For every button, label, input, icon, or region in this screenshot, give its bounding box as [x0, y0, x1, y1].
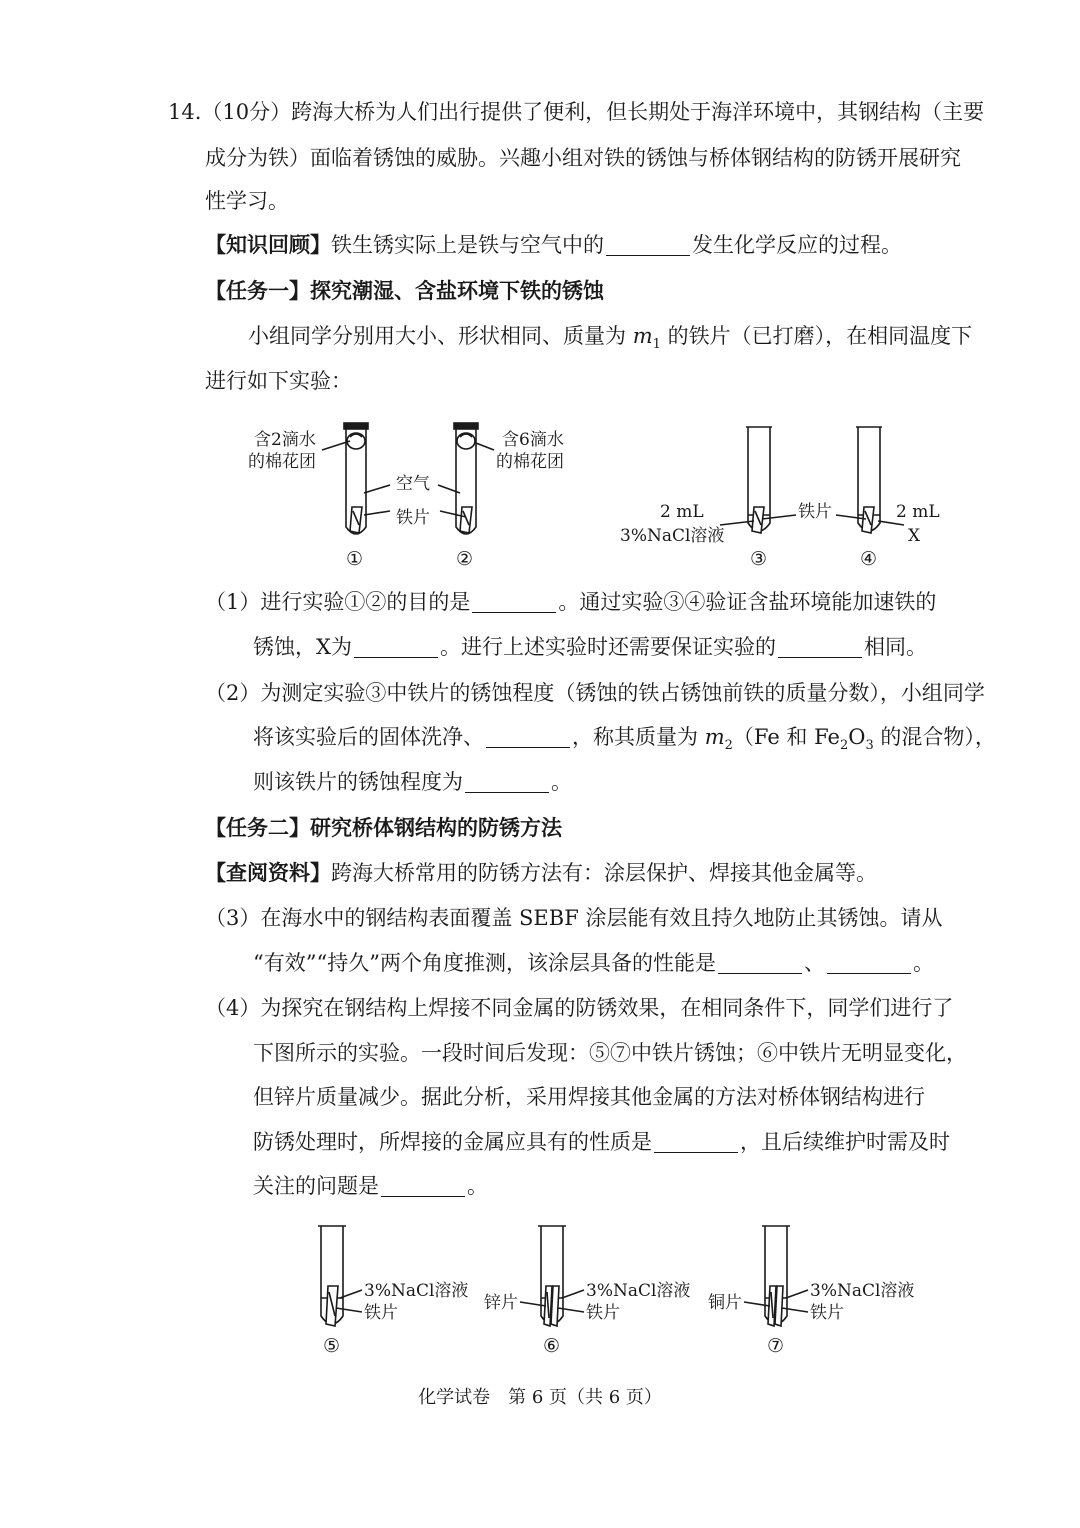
q2-line1: （2）为测定实验③中铁片的锈蚀程度（锈蚀的铁占锈蚀前铁的质量分数），小组同学 [205, 681, 985, 705]
tube7-iron-label: 铁片 [810, 1303, 844, 1323]
task2-heading [205, 813, 562, 843]
experiment-figure-1 [240, 415, 960, 575]
test-tube-1 [344, 423, 368, 534]
q4-line2: 下图所示的实验。一段时间后发现：⑤⑦中铁片锈蚀；⑥中铁片无明显变化， [253, 1041, 967, 1065]
tube7-solution-label: 3%NaCl溶液 [810, 1281, 915, 1301]
tube4-volume: 2 mL [896, 502, 940, 522]
task1-tag: 【任务一】 [205, 278, 310, 303]
q1-line1: （1）进行实验①②的目的是 。通过实验③④验证含盐环境能加速铁的 [205, 590, 937, 614]
answer-blank[interactable] [486, 725, 570, 748]
task2-title: 研究桥体钢结构的防锈方法 [310, 815, 562, 840]
tube4-reagent: X [908, 526, 921, 546]
tube5-solution-label: 3%NaCl溶液 [364, 1281, 469, 1301]
answer-blank[interactable] [354, 635, 438, 658]
test-tube-6 [538, 1226, 566, 1326]
knowledge-review: 【知识回顾】铁生锈实际上是铁与空气中的 发生化学反应的过程。 [205, 232, 902, 257]
q2-line2: 将该实验后的固体洗净、 ，称其质量为 $m_2(Fe$ 和 $Fe_2O_3$ 的混合物）， [253, 725, 996, 754]
tube6-iron-label: 铁片 [586, 1303, 620, 1323]
experiment-figure-2 [300, 1220, 940, 1360]
q1-number: （1） [205, 590, 261, 614]
question-intro-line2: 成分为铁）面临着锈蚀的威胁。兴趣小组对铁的锈蚀与桥体钢结构的防锈开展研究 [205, 146, 961, 170]
zinc-label: 锌片 [484, 1293, 518, 1313]
tube2-label-line1: 含6滴水 [502, 430, 564, 450]
task1-paragraph-line1: 小组同学分别用大小、形状相同、质量为 $m_1$ 的铁片（已打磨），在相同温度下 [248, 324, 973, 353]
iron-label-2: 铁片 [798, 502, 832, 522]
question-intro-line1: 14.（10分）跨海大桥为人们出行提供了便利，但长期处于海洋环境中，其钢结构（主要 [168, 100, 985, 124]
q3-line2: “有效”“持久”两个角度推测，该涂层具备的性能是 、 。 [253, 951, 934, 975]
tube3-volume: 2 mL [660, 502, 704, 522]
q4-line4: 防锈处理时，所焊接的金属应具有的性质是 ，且后续维护时需及时 [253, 1130, 950, 1154]
answer-blank[interactable] [718, 951, 802, 974]
air-label: 空气 [396, 474, 430, 494]
answer-blank[interactable] [654, 1130, 738, 1153]
test-tube-7 [762, 1226, 790, 1326]
test-tube-3 [746, 427, 772, 533]
tube-number-7: ⑦ [767, 1335, 785, 1357]
page-footer: 化学试卷 第 6 页（共 6 页） [418, 1387, 662, 1408]
tube6-solution-label: 3%NaCl溶液 [586, 1281, 691, 1301]
answer-blank[interactable] [381, 1174, 465, 1197]
tube1-label-line2: 的棉花团 [248, 452, 316, 472]
q4-line5: 关注的问题是 。 [253, 1174, 488, 1198]
copper-label: 铜片 [708, 1293, 742, 1313]
tube2-label-line2: 的棉花团 [496, 452, 564, 472]
knowledge-review-tag: 【知识回顾】 [205, 232, 331, 257]
answer-blank[interactable] [606, 233, 690, 256]
tube-number-1: ① [346, 548, 364, 570]
tube-number-2: ② [456, 548, 474, 570]
tube-number-5: ⑤ [323, 1335, 341, 1357]
question-number: 14.（10分） [168, 100, 292, 124]
tube3-solution: 3%NaCl溶液 [620, 526, 725, 546]
task1-paragraph-line2: 进行如下实验： [205, 369, 352, 393]
q3-line1: （3）在海水中的钢结构表面覆盖 SEBF 涂层能有效且持久地防止其锈蚀。请从 [205, 906, 943, 930]
q3-number: （3） [205, 906, 261, 930]
question-intro-line3: 性学习。 [205, 189, 289, 213]
tube1-label-line1: 含2滴水 [254, 430, 316, 450]
answer-blank[interactable] [778, 635, 862, 658]
reference-tag: 【查阅资料】 [205, 860, 331, 885]
test-tube-2 [454, 423, 478, 534]
iron-label-1: 铁片 [396, 508, 430, 528]
q2-number: （2） [205, 681, 261, 705]
q4-line3: 但锌片质量减少。据此分析，采用焊接其他金属的方法对桥体钢结构进行 [253, 1085, 925, 1109]
q2-line3: 则该铁片的锈蚀程度为 。 [253, 770, 572, 794]
q1-line2: 锈蚀，X为 。进行上述实验时还需要保证实验的 相同。 [253, 635, 927, 659]
test-tube-5 [318, 1226, 346, 1326]
task2-tag: 【任务二】 [205, 815, 310, 840]
tube5-iron-label: 铁片 [364, 1303, 398, 1323]
answer-blank[interactable] [472, 590, 556, 613]
q4-number: （4） [205, 996, 261, 1020]
q4-line1: （4）为探究在钢结构上焊接不同金属的防锈效果，在相同条件下，同学们进行了 [205, 996, 954, 1020]
answer-blank[interactable] [827, 951, 911, 974]
tube-number-4: ④ [860, 548, 878, 570]
reference-line: 【查阅资料】跨海大桥常用的防锈方法有：涂层保护、焊接其他金属等。 [205, 860, 877, 885]
task1-title: 探究潮湿、含盐环境下铁的锈蚀 [310, 278, 604, 303]
tube-number-3: ③ [750, 548, 768, 570]
tube-number-6: ⑥ [543, 1335, 561, 1357]
test-tube-4 [856, 427, 882, 533]
task1-heading [205, 276, 604, 306]
answer-blank[interactable] [465, 770, 549, 793]
